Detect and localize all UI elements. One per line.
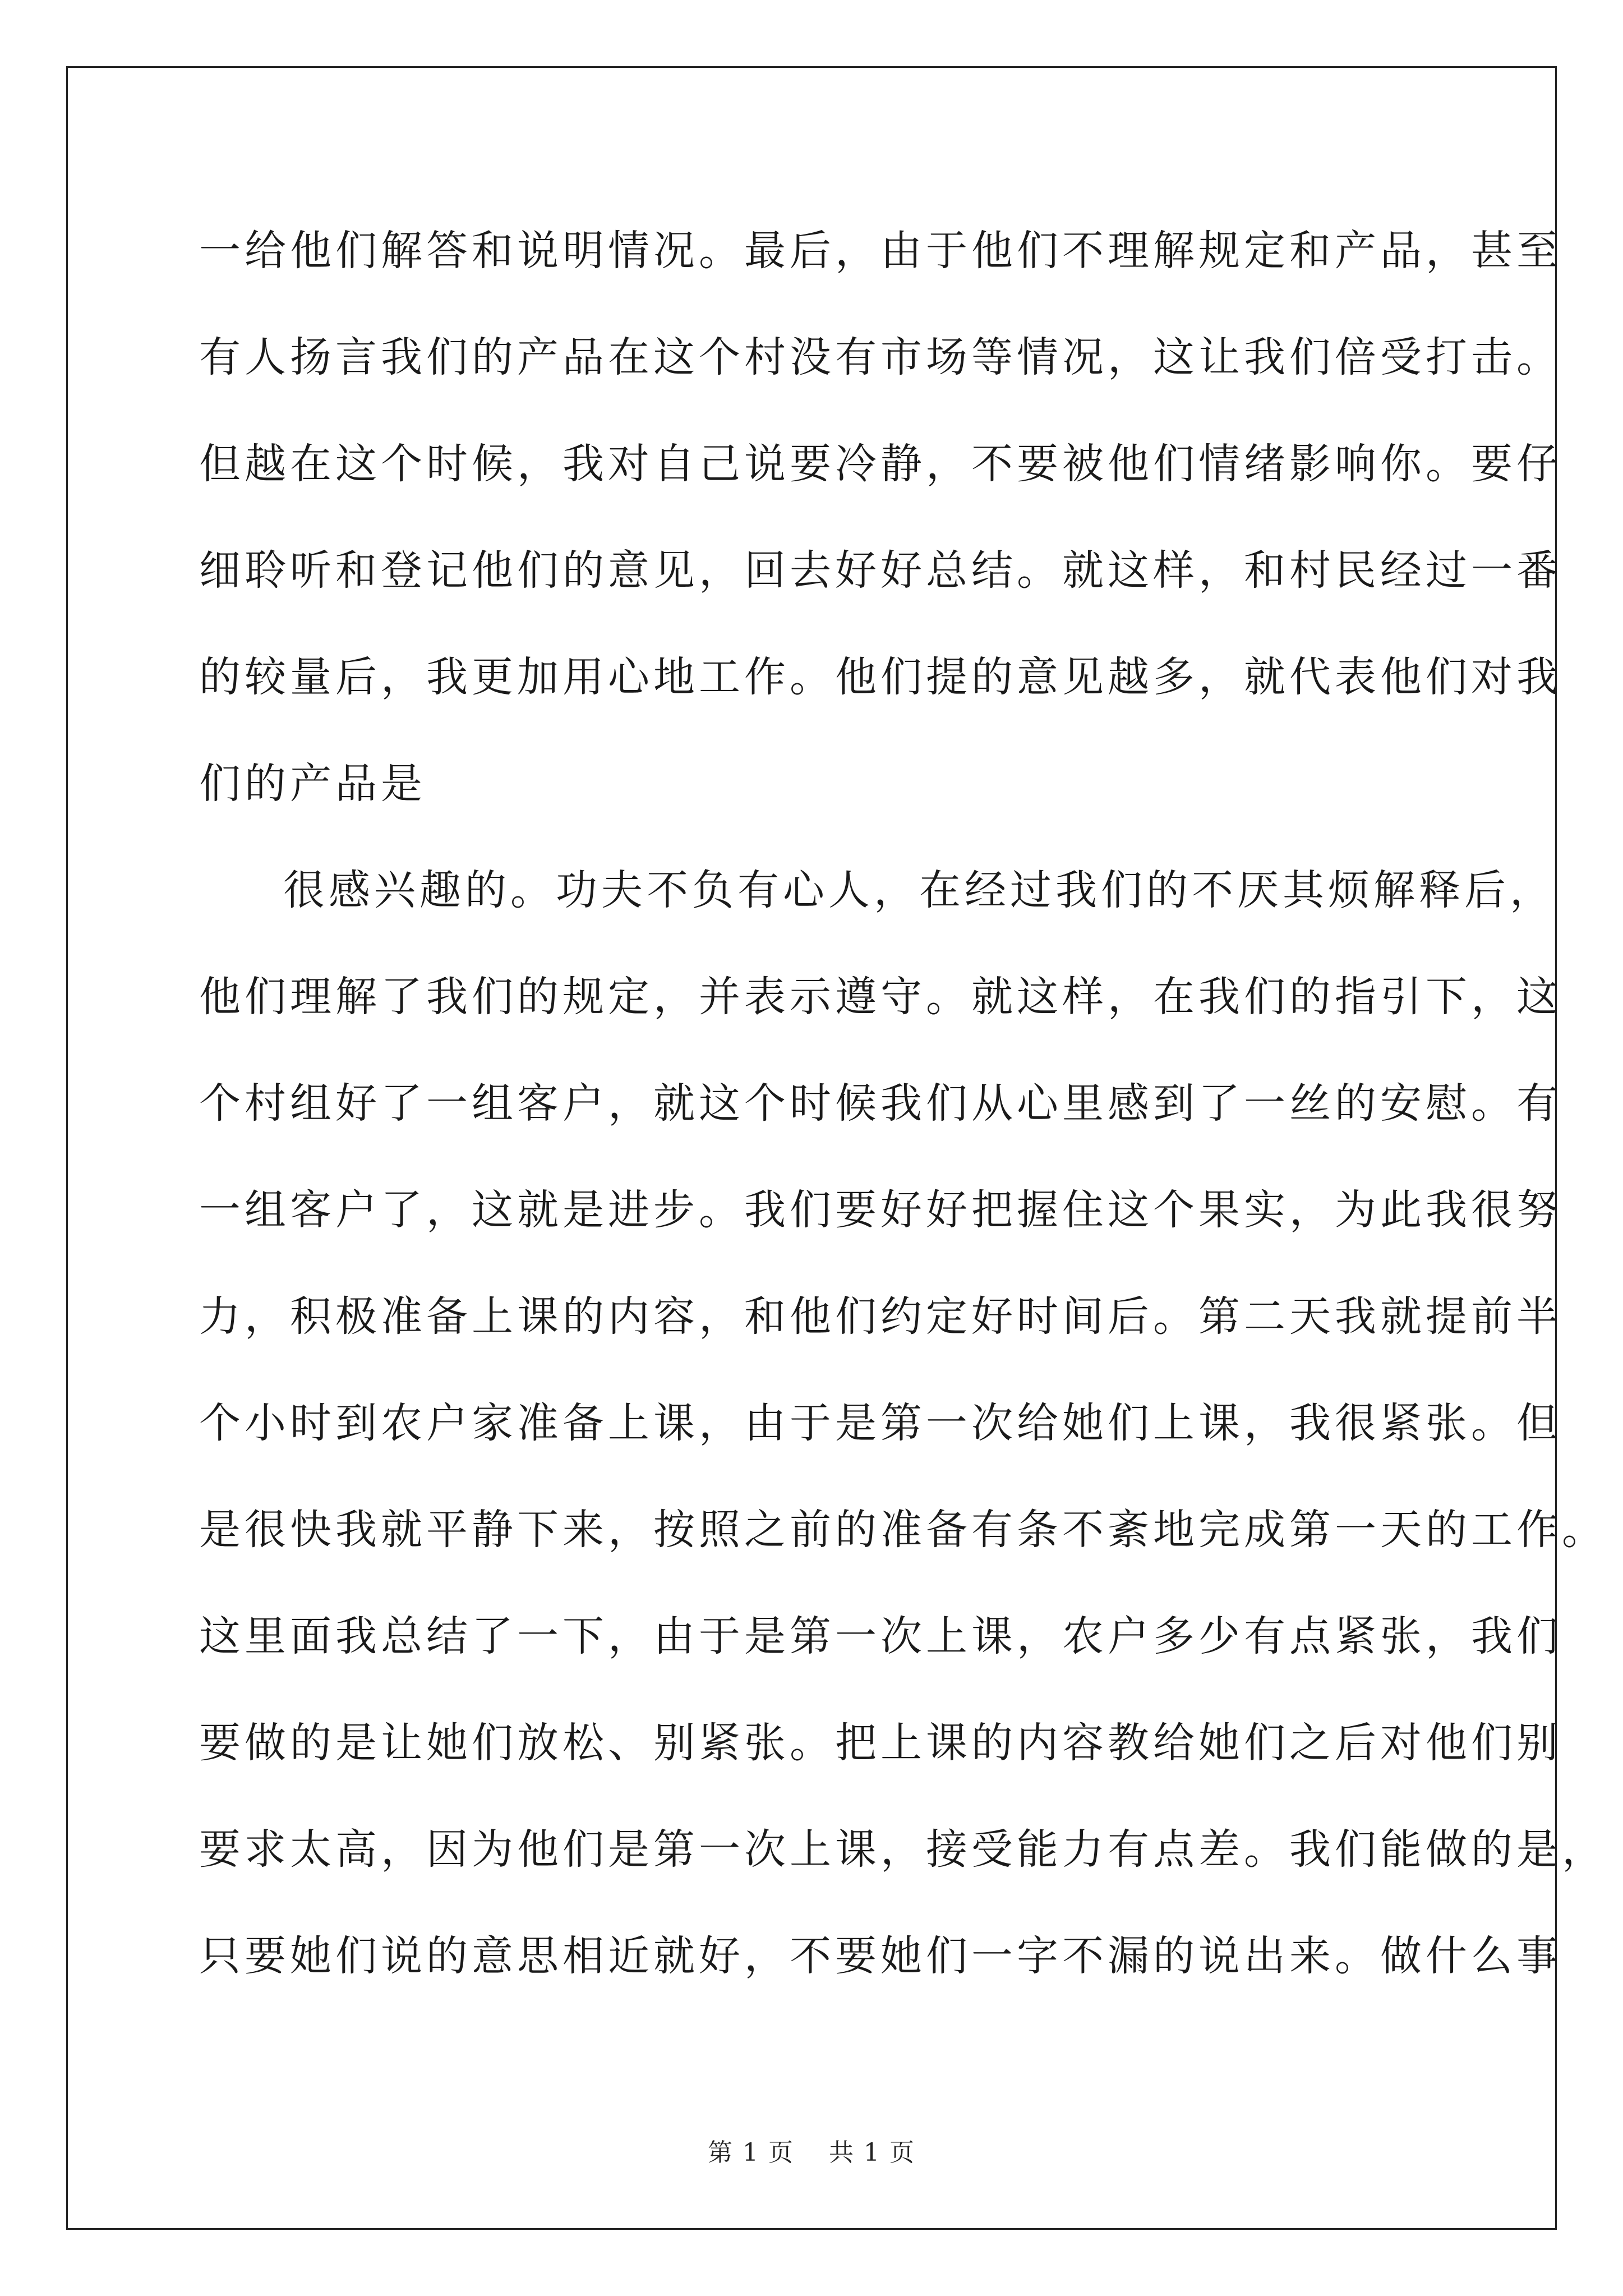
text-line: 一组客户了，这就是进步。我们要好好把握住这个果实，为此我很努 [199, 1186, 1562, 1234]
text-line: 细聆听和登记他们的意见，回去好好总结。就这样，和村民经过一番 [199, 546, 1562, 595]
page-number: 第 1 页 [708, 2138, 794, 2167]
text-line: 要做的是让她们放松、别紧张。把上课的内容教给她们之后对他们别 [199, 1719, 1562, 1767]
text-line: 个小时到农户家准备上课，由于是第一次给她们上课，我很紧张。但 [199, 1399, 1562, 1447]
text-line: 这里面我总结了一下，由于是第一次上课，农户多少有点紧张，我们 [199, 1612, 1562, 1660]
text-line: 的较量后，我更加用心地工作。他们提的意见越多，就代表他们对我 [199, 653, 1562, 701]
text-line: 们的产品是 [199, 760, 426, 808]
document-body [199, 220, 1607, 2032]
paragraph-first-line: 很感兴趣的。功夫不负有心人，在经过我们的不厌其烦解释后， [283, 866, 1555, 914]
text-line: 要求太高，因为他们是第一次上课，接受能力有点差。我们能做的是， [199, 1825, 1607, 1874]
text-line: 一给他们解答和说明情况。最后，由于他们不理解规定和产品，甚至 [199, 227, 1562, 275]
text-line: 个村组好了一组客户，就这个时候我们从心里感到了一丝的安慰。有 [199, 1079, 1562, 1128]
page-total: 共 1 页 [829, 2138, 915, 2167]
text-line: 只要她们说的意思相近就好，不要她们一字不漏的说出来。做什么事 [199, 1932, 1562, 1980]
text-line: 是很快我就平静下来，按照之前的准备有条不紊地完成第一天的工作。 [199, 1506, 1607, 1554]
text-line: 力，积极准备上课的内容，和他们约定好时间后。第二天我就提前半 [199, 1292, 1562, 1341]
text-line: 但越在这个时候，我对自己说要冷静，不要被他们情绪影响你。要仔 [199, 440, 1562, 488]
page-footer [0, 2136, 1623, 2170]
text-line: 有人扬言我们的产品在这个村没有市场等情况，这让我们倍受打击。 [199, 333, 1562, 381]
text-line: 他们理解了我们的规定，并表示遵守。就这样，在我们的指引下，这 [199, 973, 1562, 1021]
